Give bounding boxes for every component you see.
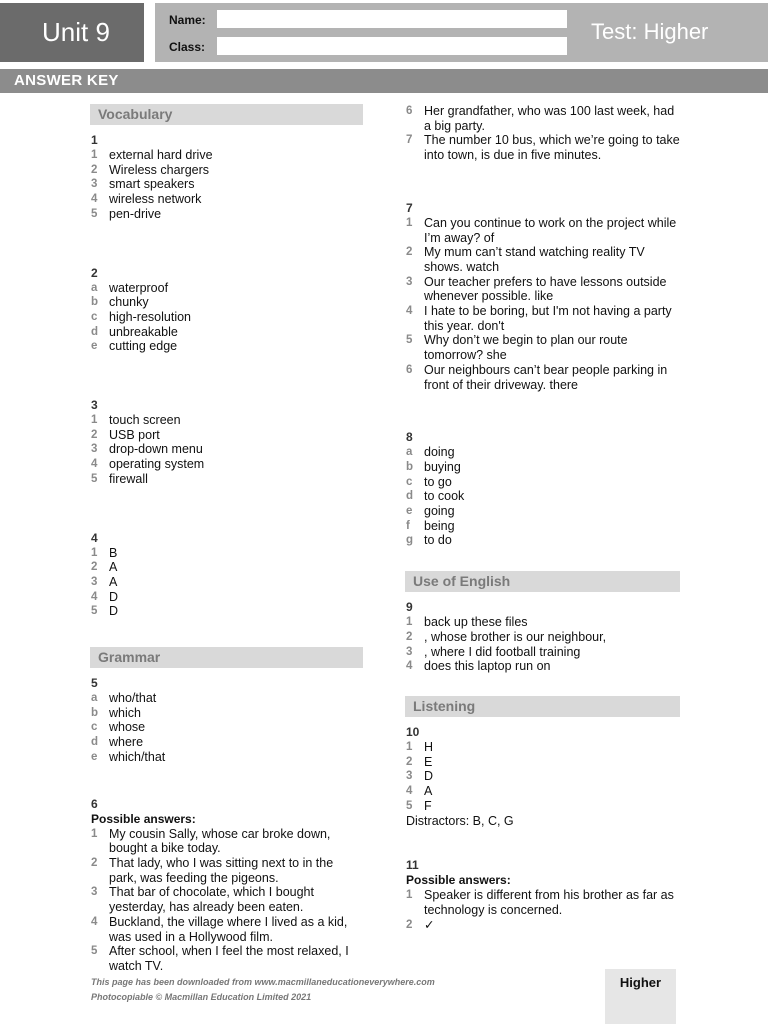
answer-item <box>406 489 680 504</box>
answer-text: touch screen <box>109 413 181 428</box>
question-number: 1 <box>91 133 98 147</box>
answer-text: H <box>424 739 434 754</box>
question-number: 2 <box>91 265 98 280</box>
question-3 <box>91 398 363 487</box>
answer-key: 2 <box>406 630 413 643</box>
section-use-of-english: Use of English <box>405 571 680 592</box>
answer-text: F <box>424 798 432 813</box>
answer-key: 1 <box>91 546 98 559</box>
answer-text: That lady, who I was sitting next to in the park, was feeding the pigeons. <box>109 855 334 885</box>
answer-key: e <box>406 505 413 518</box>
question-number: 10 <box>406 724 420 739</box>
answer-item <box>406 245 680 274</box>
answer-key: 4 <box>406 305 413 318</box>
answer-text: Our teacher prefers to have lessons outside whenever possible. like <box>424 274 667 304</box>
answer-key: 1 <box>91 414 98 427</box>
answer-key: 4 <box>91 590 98 603</box>
answer-key: 3 <box>406 275 413 288</box>
answer-key: c <box>91 310 98 323</box>
answer-item <box>91 457 363 472</box>
answer-text: After school, when I feel the most relaxed, I watch TV. <box>109 944 349 973</box>
answer-item <box>406 615 680 630</box>
question-11 <box>406 858 680 932</box>
answer-text: cutting edge <box>109 339 178 354</box>
answer-item <box>91 281 363 296</box>
answer-item <box>91 325 363 340</box>
answer-text: smart speakers <box>109 177 195 192</box>
question-9 <box>406 600 680 674</box>
answer-text: , whose brother is our neighbour, <box>424 629 607 644</box>
answer-item <box>406 333 680 362</box>
unit-label: Unit 9 <box>0 3 144 62</box>
possible-answers-label: Possible answers: <box>91 811 196 826</box>
answer-item <box>91 192 363 207</box>
answer-key: 1 <box>406 216 413 229</box>
answer-item <box>91 575 363 590</box>
answer-key: 7 <box>406 134 413 147</box>
answer-item <box>91 706 363 721</box>
answer-item <box>91 856 363 885</box>
answer-text: Wireless chargers <box>109 162 210 177</box>
answer-key: 2 <box>91 561 98 574</box>
answer-text: Speaker is different from his brother as far as technology is concerned. <box>424 888 674 917</box>
question-number: 8 <box>406 430 413 445</box>
question-number: 11 <box>406 858 419 873</box>
answer-text: which/that <box>109 749 166 764</box>
answer-key: 1 <box>91 149 98 161</box>
answer-key: a <box>91 692 98 705</box>
answer-item <box>406 630 680 645</box>
answer-item <box>91 310 363 325</box>
answer-text: Can you continue to work on the project while I’m away? of <box>424 215 677 245</box>
distractors-note: Distractors: B, C, G <box>406 813 514 828</box>
answer-item <box>406 533 680 548</box>
answer-item <box>91 560 363 575</box>
answer-item <box>91 295 363 310</box>
footer-credit <box>91 975 435 1005</box>
answer-item <box>91 915 363 944</box>
answer-item <box>406 645 680 660</box>
question-6 <box>91 797 363 974</box>
question-10 <box>406 725 680 828</box>
answer-key: 2 <box>91 163 98 176</box>
question-number: 7 <box>406 200 413 215</box>
answer-text: E <box>424 754 433 769</box>
answer-item <box>91 604 363 619</box>
question-number: 3 <box>91 398 98 413</box>
answer-text: firewall <box>109 471 148 486</box>
answer-key: a <box>406 446 413 459</box>
answer-text: My cousin Sally, whose car broke down, bought a bike today. <box>109 826 331 856</box>
class-field[interactable] <box>217 37 567 55</box>
answer-text: going <box>424 504 455 519</box>
answer-text: whose <box>109 720 146 735</box>
answer-key: 4 <box>406 660 413 673</box>
name-field[interactable] <box>217 10 567 28</box>
question-number: 6 <box>91 796 98 811</box>
answer-key: f <box>406 519 410 532</box>
answer-item <box>406 888 680 917</box>
answer-key: e <box>91 340 98 353</box>
answer-item <box>91 944 363 973</box>
section-listening: Listening <box>405 696 680 717</box>
question-number: 5 <box>91 676 98 691</box>
answer-text: A <box>109 574 118 589</box>
answer-item <box>406 363 680 392</box>
answer-item <box>406 216 680 245</box>
answer-text: Buckland, the village where I lived as a kid, was used in a Hollywood film. <box>109 914 348 944</box>
answer-text: drop-down menu <box>109 442 203 457</box>
answer-text: , where I did football training <box>424 644 581 659</box>
answer-key: 5 <box>406 334 413 347</box>
answer-key: 2 <box>91 428 98 441</box>
answer-text: where <box>109 735 144 750</box>
answer-key: 1 <box>406 889 413 902</box>
question-2 <box>91 266 363 355</box>
answer-item <box>91 148 363 163</box>
question-5 <box>91 676 363 765</box>
answer-item <box>406 769 680 784</box>
answer-item <box>91 546 363 561</box>
answer-key: e <box>91 750 98 763</box>
answer-key: 3 <box>91 443 98 456</box>
answer-key: 3 <box>406 770 413 783</box>
section-vocabulary: Vocabulary <box>90 104 363 125</box>
answer-key: 6 <box>406 105 413 117</box>
answer-key: 1 <box>91 827 98 840</box>
answer-text: being <box>424 518 455 533</box>
answer-text: wireless network <box>109 192 202 207</box>
answer-item <box>406 740 680 755</box>
answer-key: b <box>91 706 99 719</box>
answer-item <box>91 428 363 443</box>
answer-key: 4 <box>91 193 98 206</box>
answer-item <box>91 720 363 735</box>
answer-item <box>91 691 363 706</box>
class-label: Class: <box>169 40 206 54</box>
answer-key: 5 <box>406 799 413 812</box>
name-label: Name: <box>169 13 206 27</box>
answer-item <box>406 275 680 304</box>
answer-key: 1 <box>406 616 413 629</box>
section-grammar: Grammar <box>90 647 363 668</box>
answer-item <box>91 750 363 765</box>
answer-text: D <box>109 604 119 619</box>
answer-text: pen-drive <box>109 206 162 221</box>
answer-item <box>91 590 363 605</box>
answer-item <box>406 755 680 770</box>
answer-key-bar: ANSWER KEY <box>0 69 768 93</box>
question-number: 9 <box>406 600 413 615</box>
footer-copyright: Photocopiable © Macmillan Education Limited 2021 <box>91 992 312 1002</box>
answer-text: high-resolution <box>109 309 191 324</box>
answer-key: b <box>406 460 414 473</box>
answer-text: who/that <box>109 691 157 706</box>
answer-item <box>91 885 363 914</box>
answer-item <box>406 104 680 133</box>
answer-item <box>91 442 363 457</box>
answer-item <box>406 445 680 460</box>
answer-text: operating system <box>109 457 205 472</box>
answer-item <box>91 472 363 487</box>
answer-item <box>406 504 680 519</box>
answer-text: unbreakable <box>109 324 178 339</box>
answer-text: doing <box>424 445 455 460</box>
answer-item <box>406 475 680 490</box>
answer-text: buying <box>424 459 461 474</box>
answer-key: 5 <box>91 945 98 958</box>
answer-item <box>406 460 680 475</box>
answer-key: 4 <box>91 915 98 928</box>
answer-text: A <box>424 784 433 799</box>
question-7 <box>406 201 680 392</box>
answer-key: 2 <box>91 856 98 869</box>
answer-key: 3 <box>91 575 98 588</box>
answer-item <box>91 177 363 192</box>
answer-text: D <box>109 589 119 604</box>
answer-key: 5 <box>91 207 98 220</box>
answer-text: USB port <box>109 427 160 442</box>
question-6-continued <box>406 104 680 163</box>
question-8 <box>406 430 680 548</box>
left-column <box>91 104 363 974</box>
page-header <box>0 0 768 66</box>
answer-text: B <box>109 545 118 560</box>
question-1 <box>91 133 363 222</box>
question-4 <box>91 531 363 620</box>
answer-text: Her grandfather, who was 100 last week, had a big party. <box>424 104 675 133</box>
answer-key: 1 <box>406 740 413 753</box>
answer-key: 6 <box>406 363 413 376</box>
answer-text: which <box>109 705 141 720</box>
answer-key: 4 <box>406 785 413 798</box>
answer-key: 3 <box>91 178 98 191</box>
answer-key: d <box>91 325 99 338</box>
right-column <box>406 104 680 932</box>
answer-key: 4 <box>91 458 98 471</box>
answer-item <box>406 304 680 333</box>
level-label: Higher <box>619 975 662 990</box>
level-badge <box>605 969 676 1024</box>
answer-key: d <box>406 490 414 503</box>
answer-key: g <box>406 534 414 547</box>
answer-key: 2 <box>406 246 413 259</box>
answer-key: b <box>91 296 99 309</box>
answer-item <box>91 339 363 354</box>
answer-key: 3 <box>406 645 413 658</box>
answer-text: A <box>109 560 118 575</box>
answer-item <box>406 519 680 534</box>
answer-key: 5 <box>91 472 98 485</box>
footer-download-note: This page has been downloaded from www.macmillaneducationeverywhere.com <box>91 977 435 987</box>
answer-text: Why don’t we begin to plan our route tomorrow? she <box>424 333 628 363</box>
answer-item <box>91 735 363 750</box>
answer-item <box>91 163 363 178</box>
question-number: 4 <box>91 530 98 545</box>
answer-item <box>406 784 680 799</box>
answer-key: d <box>91 736 99 749</box>
answer-text: to cook <box>424 489 465 504</box>
answer-item <box>406 659 680 674</box>
answer-text: to do <box>424 533 452 548</box>
answer-item <box>406 133 680 162</box>
answer-key: 2 <box>406 755 413 768</box>
answer-text: D <box>424 769 434 784</box>
answer-item <box>91 207 363 222</box>
test-title: Test: Higher <box>591 19 709 44</box>
answer-text: external hard drive <box>109 148 213 162</box>
answer-item <box>406 799 680 814</box>
answer-item <box>406 918 680 933</box>
answer-text: does this laptop run on <box>424 659 551 674</box>
answer-item <box>91 827 363 856</box>
answer-text: My mum can’t stand watching reality TV shows. watch <box>424 245 645 274</box>
answer-text: waterproof <box>109 280 169 295</box>
answer-key: c <box>406 475 413 488</box>
name-class-panel <box>155 3 768 62</box>
answer-text: Our neighbours can’t bear people parking in front of their driveway. there <box>424 362 668 392</box>
answer-text: ✓ <box>424 917 435 932</box>
answer-key: a <box>91 281 98 294</box>
answer-key: c <box>91 721 98 734</box>
answer-text: The number 10 bus, which we’re going to take into town, is due in five minutes. <box>424 133 680 163</box>
answer-item <box>91 413 363 428</box>
answer-text: That bar of chocolate, which I bought yesterday, has already been eaten. <box>109 885 314 915</box>
answer-key: 5 <box>91 605 98 618</box>
answer-key: 2 <box>406 918 413 931</box>
answer-text: back up these files <box>424 615 528 630</box>
answer-text: to go <box>424 474 452 489</box>
answer-text: I hate to be boring, but I'm not having a party this year. don't <box>424 304 672 333</box>
possible-answers-label: Possible answers: <box>406 873 511 888</box>
answer-key: 3 <box>91 886 98 899</box>
answer-text: chunky <box>109 295 149 310</box>
